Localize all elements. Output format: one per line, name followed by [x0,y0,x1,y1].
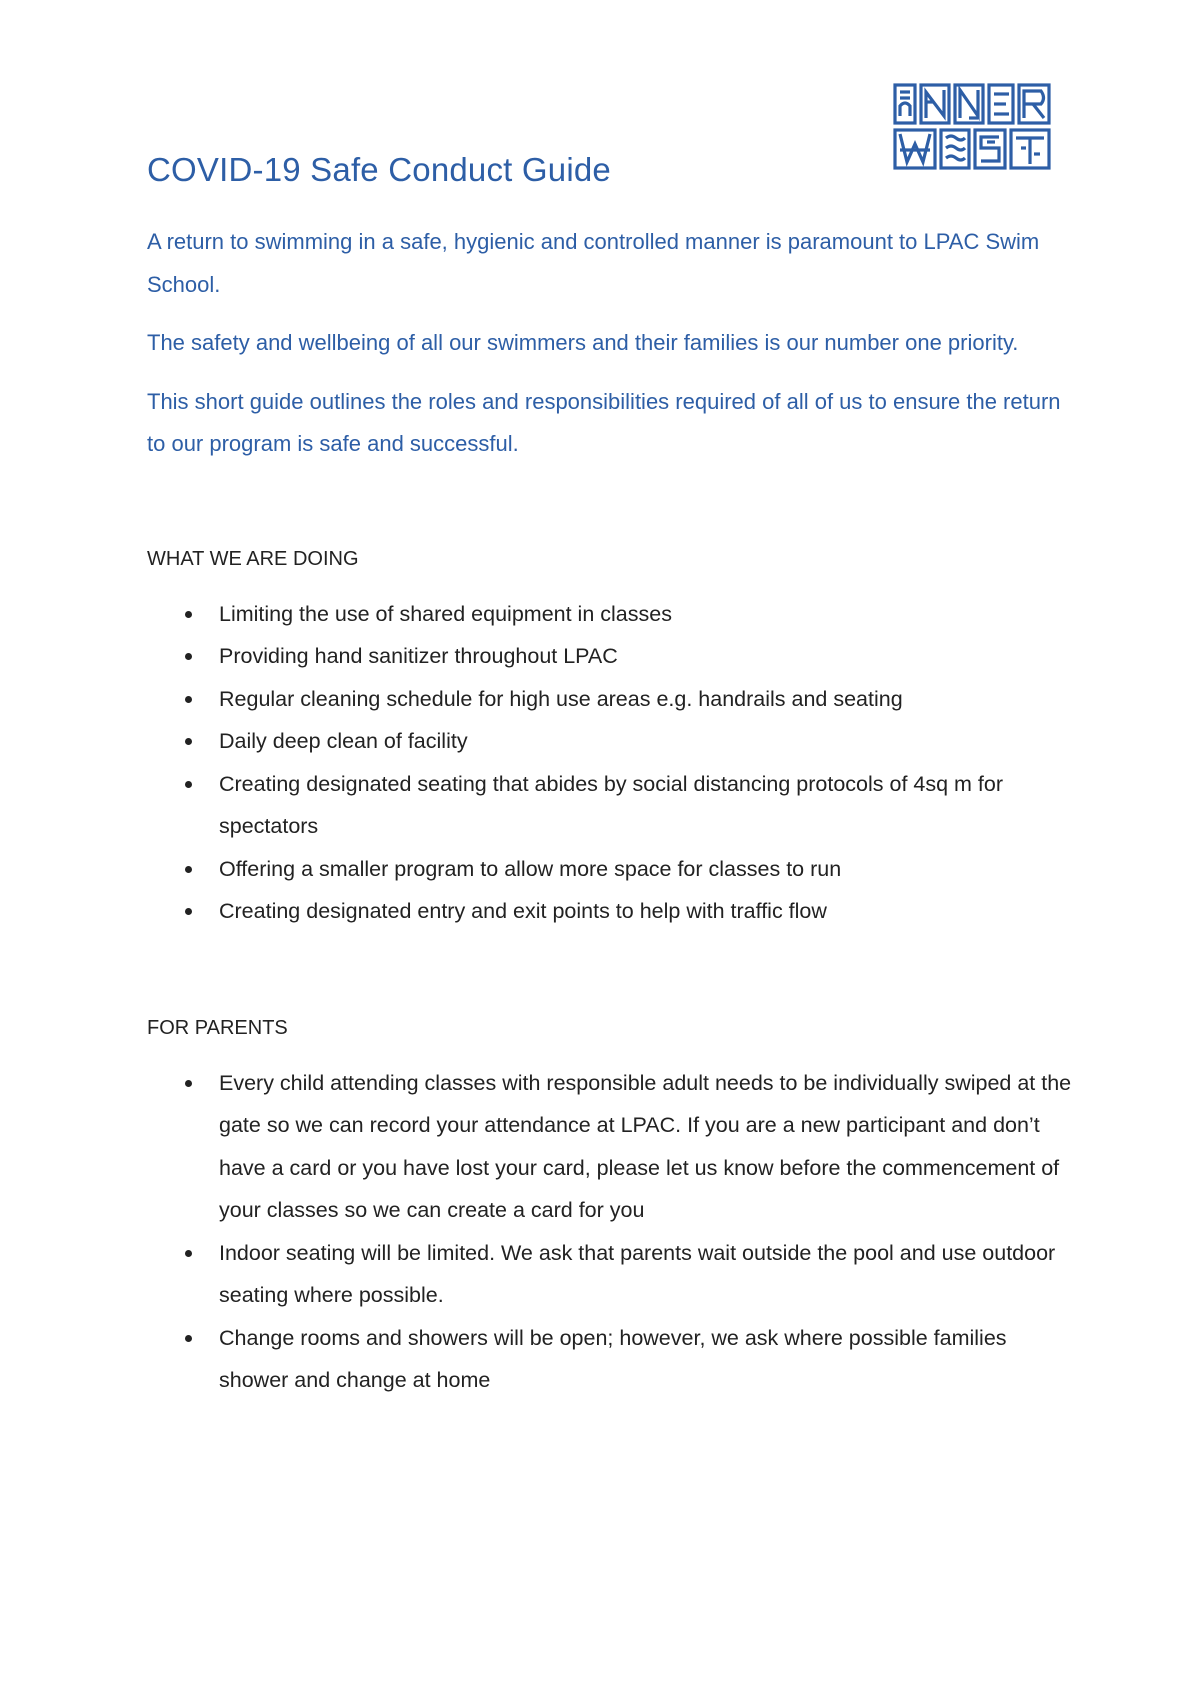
list-item [147,593,1072,636]
list-item-text: Daily deep clean of facility [219,729,468,753]
list-item [147,890,1072,933]
list-item [147,678,1072,721]
intro-paragraph: The safety and wellbeing of all our swimmers and their families is our number one priority. [147,330,1019,355]
intro-paragraph: This short guide outlines the roles and responsibilities required of all of us to ensure the return to our program is safe and successful. [147,388,1061,456]
list-item-text: Limiting the use of shared equipment in classes [219,601,672,626]
section-heading: WHAT WE ARE DOING [147,547,359,570]
list-item-text: Indoor seating will be limited. We ask that parents wait outside the pool and use outdoor seating where possible. [219,1240,1056,1307]
bullet-icon [185,653,192,660]
list-item-text: Creating designated seating that abides by social distancing protocols of 4sq m for spectators [219,771,1004,838]
bullet-list [147,1062,1072,1402]
list-item-text: Providing hand sanitizer throughout LPAC [219,644,618,668]
bullet-icon [185,866,192,873]
bullet-icon [185,1335,192,1342]
list-item [147,720,1072,763]
list-item-text: Creating designated entry and exit points to help with traffic flow [219,899,827,923]
bullet-icon [185,781,192,788]
intro-paragraph: A return to swimming in a safe, hygienic and controlled manner is paramount to LPAC Swim School. [147,229,1040,297]
bullet-icon [185,1250,192,1257]
list-item [147,1062,1072,1232]
bullet-list [147,593,1072,933]
bullet-icon [185,908,192,915]
intro-block [147,221,1072,466]
section-heading: FOR PARENTS [147,1016,288,1039]
list-item-text: Change rooms and showers will be open; however, we ask where possible families shower and change at home [219,1325,1007,1392]
bullet-icon [185,696,192,703]
list-item [147,848,1072,891]
list-item-text: Offering a smaller program to allow more space for classes to run [219,856,842,881]
list-item [147,1317,1072,1402]
page-title: COVID-19 Safe Conduct Guide [147,151,611,188]
list-item [147,635,1072,678]
list-item [147,763,1072,848]
section-for-parents [147,1014,1072,1402]
list-item [147,1232,1072,1317]
section-what-we-are-doing [147,545,1072,933]
list-item-text: Regular cleaning schedule for high use areas e.g. handrails and seating [219,686,903,711]
list-item-text: Every child attending classes with responsible adult needs to be individually swiped at the gate so we can record your attendance at LPAC. If you are a new participant and don’t have a card or you have lost your card, please let us know before the commencement of your classes so we can create a card for you [219,1070,1072,1222]
document-content [147,148,1072,1402]
bullet-icon [185,738,192,745]
bullet-icon [185,611,192,618]
bullet-icon [185,1080,192,1087]
